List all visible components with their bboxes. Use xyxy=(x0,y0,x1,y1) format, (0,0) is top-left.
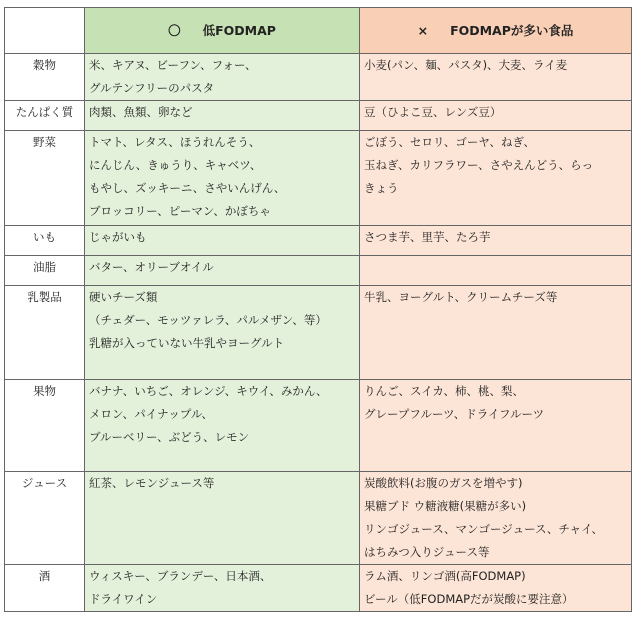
high-fodmap-cell xyxy=(360,565,632,612)
circle-mark-icon: 〇 xyxy=(168,23,181,38)
food-line: 米、キアヌ、ビーフン、フォー、 xyxy=(89,58,257,72)
table-row xyxy=(5,565,632,612)
food-line: 紅茶、レモンジュース等 xyxy=(89,476,215,490)
table-row xyxy=(5,101,632,131)
food-line: ドライワイン xyxy=(89,592,158,606)
high-fodmap-cell xyxy=(360,101,632,131)
food-line: ラム酒、リンゴ酒(高FODMAP) xyxy=(364,569,526,583)
low-fodmap-cell xyxy=(85,565,360,612)
cross-mark-icon: × xyxy=(417,23,429,38)
category-cell: 油脂 xyxy=(5,256,85,286)
table-row xyxy=(5,286,632,380)
food-line: グレープフルーツ、ドライフルーツ xyxy=(364,407,545,421)
fodmap-table xyxy=(4,7,632,612)
table-row xyxy=(5,256,632,286)
high-fodmap-cell xyxy=(360,256,632,286)
header-row xyxy=(5,8,632,54)
food-line: バター、オリーブオイル xyxy=(89,260,214,274)
food-line: 炭酸飲料(お腹のガスを増やす) xyxy=(364,476,523,490)
low-fodmap-cell xyxy=(85,380,360,472)
low-fodmap-cell xyxy=(85,472,360,565)
food-line: 豆（ひよこ豆、レンズ豆） xyxy=(364,105,502,119)
category-cell: 乳製品 xyxy=(5,286,85,380)
category-cell: 果物 xyxy=(5,380,85,472)
category-cell: いも xyxy=(5,226,85,256)
food-line: グルテンフリーのパスタ xyxy=(89,81,215,95)
high-fodmap-title: FODMAPが多い食品 xyxy=(450,23,574,38)
food-line: 硬いチーズ類 xyxy=(89,290,158,304)
food-line: 小麦(パン、麺、パスタ)、大麦、ライ麦 xyxy=(364,58,568,72)
food-line: もやし、ズッキーニ、さやいんげん、 xyxy=(89,181,286,195)
low-fodmap-cell xyxy=(85,286,360,380)
high-fodmap-cell xyxy=(360,286,632,380)
food-line: 牛乳、ヨーグルト、クリームチーズ等 xyxy=(364,290,558,304)
category-cell: 酒 xyxy=(5,565,85,612)
food-line: 乳糖が入っていない牛乳やヨーグルト xyxy=(89,336,285,350)
food-line: ウィスキー、ブランデー、日本酒、 xyxy=(89,569,272,583)
high-fodmap-cell xyxy=(360,131,632,226)
high-fodmap-cell xyxy=(360,472,632,565)
table-row xyxy=(5,131,632,226)
food-line: ブロッコリー、ピーマン、かぼちゃ xyxy=(89,204,271,218)
table-row xyxy=(5,54,632,101)
table-body xyxy=(5,54,632,612)
food-line: 玉ねぎ、カリフラワー、さやえんどう、らっ xyxy=(364,158,594,172)
food-line: きょう xyxy=(364,181,399,195)
low-fodmap-cell xyxy=(85,101,360,131)
food-line: ビール（低FODMAPだが炭酸に要注意） xyxy=(364,592,574,606)
food-line: トマト、レタス、ほうれんそう、 xyxy=(89,135,261,149)
food-line: ブルーベリー、ぶどう、レモン xyxy=(89,430,250,444)
food-line: 肉類、魚類、卵など xyxy=(89,105,193,119)
low-fodmap-cell xyxy=(85,54,360,101)
food-line: さつま芋、里芋、たろ芋 xyxy=(364,230,491,244)
food-line: バナナ、いちご、オレンジ、キウイ、みかん、 xyxy=(89,384,328,398)
header-high-fodmap xyxy=(360,8,632,54)
food-line: にんじん、きゅうり、キャベツ、 xyxy=(89,158,262,172)
high-fodmap-cell xyxy=(360,54,632,101)
table-row xyxy=(5,472,632,565)
low-fodmap-cell xyxy=(85,131,360,226)
header-low-fodmap xyxy=(85,8,360,54)
high-fodmap-cell xyxy=(360,380,632,472)
table-row xyxy=(5,226,632,256)
high-fodmap-cell xyxy=(360,226,632,256)
food-line: ごぼう、セロリ、ゴーヤ、ねぎ、 xyxy=(364,135,536,149)
header-blank-cell xyxy=(5,8,85,54)
category-cell: 穀物 xyxy=(5,54,85,101)
low-fodmap-cell xyxy=(85,226,360,256)
category-cell: ジュース xyxy=(5,472,85,565)
food-line: じゃがいも xyxy=(89,230,147,244)
food-line: （チェダー、モッツァレラ、パルメザン、等） xyxy=(89,313,327,327)
food-line: メロン、パイナップル、 xyxy=(89,407,213,421)
food-line: 果糖ブド ウ糖液糖(果糖が多い) xyxy=(364,499,527,513)
food-line: リンゴジュース、マンゴージュース、チャイ、 xyxy=(364,522,603,536)
low-fodmap-title: 低FODMAP xyxy=(202,23,276,38)
food-line: りんご、スイカ、柿、桃、梨、 xyxy=(364,384,524,398)
category-cell: 野菜 xyxy=(5,131,85,226)
low-fodmap-cell xyxy=(85,256,360,286)
category-cell: たんぱく質 xyxy=(5,101,85,131)
food-line: はちみつ入りジュース等 xyxy=(364,545,490,559)
table-row xyxy=(5,380,632,472)
